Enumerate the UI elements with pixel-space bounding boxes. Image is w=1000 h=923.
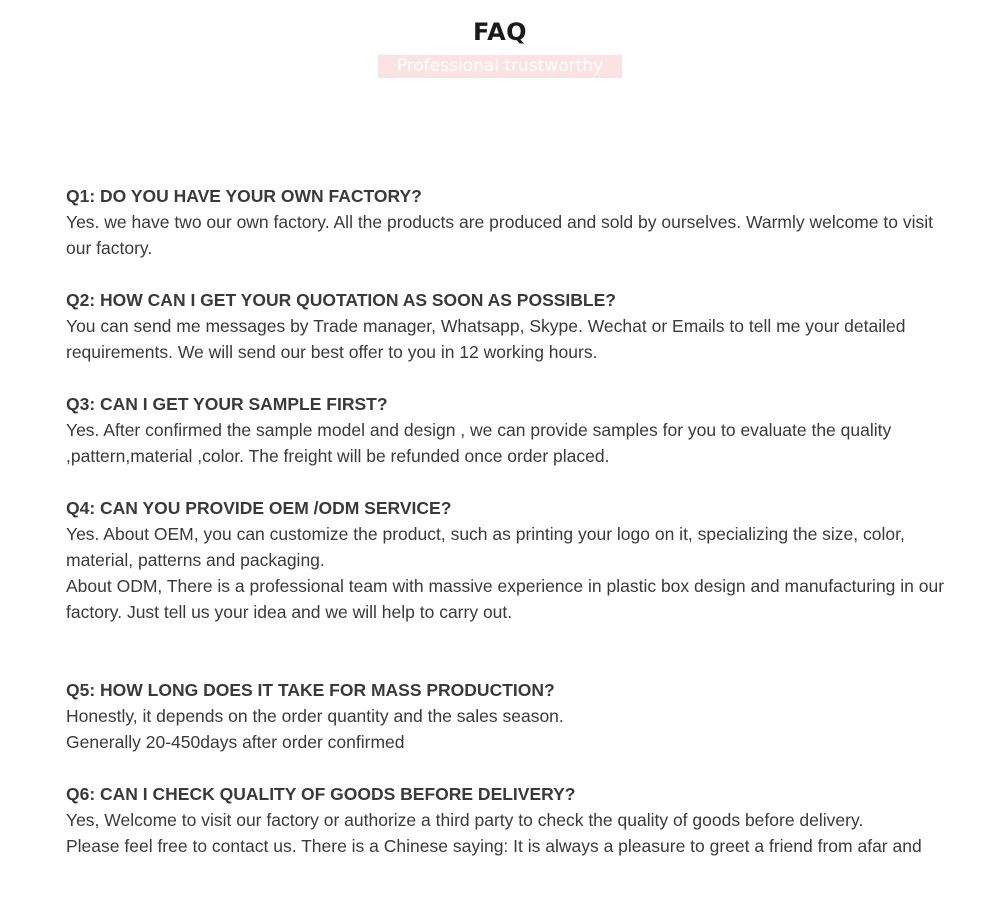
answer-odm: About ODM, There is a professional team with massive experience in plastic box design and manufacturing in our factory. Just tell us your idea and we will help to carry out. [66, 576, 945, 622]
question: Q5: HOW LONG DOES IT TAKE FOR MASS PRODUCTION? [66, 680, 555, 700]
faq-item-3 [66, 391, 951, 469]
subtitle-banner [0, 55, 1000, 78]
faq-item-1 [66, 183, 951, 261]
faq-list [66, 183, 951, 885]
question: Q6: CAN I CHECK QUALITY OF GOODS BEFORE DELIVERY? [66, 784, 576, 804]
subtitle: Professional trustworthy [378, 55, 622, 78]
answer: Generally 20-450days after order confirmed [66, 732, 405, 752]
answer-oem: Yes. About OEM, you can customize the product, such as printing your logo on it, specializing the size, color, material, patterns and packaging. [66, 524, 905, 570]
answer: Yes. we have two our own factory. All the products are produced and sold by ourselves. Warmly welcome to visit our factory. [66, 212, 933, 258]
question: Q3: CAN I GET YOUR SAMPLE FIRST? [66, 394, 388, 414]
question: Q1: DO YOU HAVE YOUR OWN FACTORY? [66, 186, 422, 206]
question: Q2: HOW CAN I GET YOUR QUOTATION AS SOON AS POSSIBLE? [66, 290, 616, 310]
answer: Honestly, it depends on the order quantity and the sales season. [66, 706, 564, 726]
faq-item-4 [66, 495, 951, 625]
answer: Please feel free to contact us. There is a Chinese saying: It is always a pleasure to greet a friend from afar and [66, 836, 922, 856]
answer: Yes, Welcome to visit our factory or authorize a third party to check the quality of goods before delivery. [66, 810, 864, 830]
faq-item-5 [66, 677, 951, 755]
page-title: FAQ [472, 18, 528, 46]
faq-item-2 [66, 287, 951, 365]
answer: You can send me messages by Trade manager, Whatsapp, Skype. Wechat or Emails to tell me your detailed requirements. We will send our best offer to you in 12 working hours. [66, 316, 906, 362]
question: Q4: CAN YOU PROVIDE OEM /ODM SERVICE? [66, 498, 452, 518]
faq-item-6 [66, 781, 951, 859]
answer: Yes. After confirmed the sample model and design , we can provide samples for you to evaluate the quality ,pattern,material ,color. The freight will be refunded once order placed. [66, 420, 892, 466]
